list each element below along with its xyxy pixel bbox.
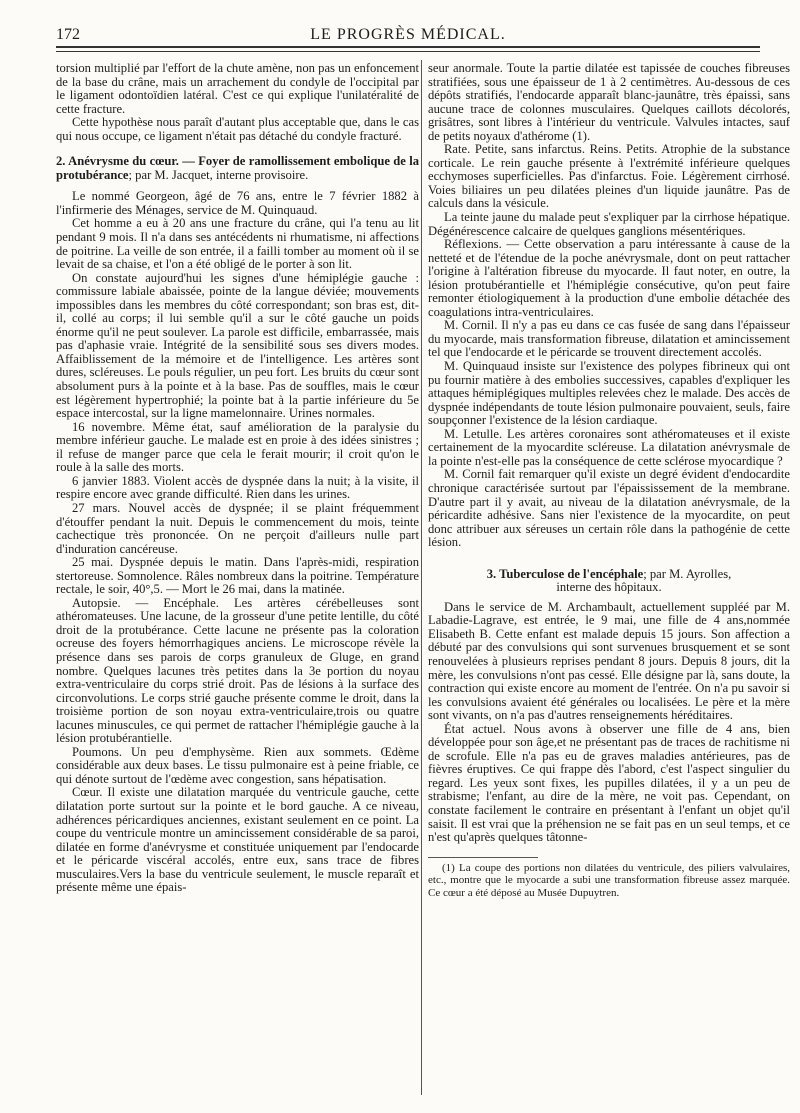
paragraph: M. Cornil. Il n'y a pas eu dans ce cas fusée de sang dans l'épaisseur du myocarde, mais transformation fibreuse, dilatation et amincissement tel que l'endocarde et le péricarde se trouvent directement accolés.	[428, 318, 790, 360]
section-byline-2: interne des hôpitaux.	[556, 580, 662, 595]
paragraph: Cœur. Il existe une dilatation marquée du ventricule gauche, cette dilatation porte surtout sur la pointe et le bord gauche. A ce niveau, adhérences péricardiques anciennes, existant seulement en ce point. La coupe du ventricule montre un amincissement considérable de sa paroi, dilatée en forme d'anévrysme et constituée uniquement par l'endocarde et le péricarde viscéral accolés, entre eux, sans trace de fibres musculaires.Vers la base du ventricule seulement, le muscle reparaît et présente même une épais-	[56, 785, 419, 895]
header-rule-thick	[56, 46, 760, 48]
paragraph: seur anormale. Toute la partie dilatée est tapissée de couches fibreuses stratifiées, sous une épaisseur de 1 à 2 centimètres. Au-dessous de ces dépôts stratifiés, l'endocarde apparaît blanc-jaunâtre, très épaissi, sans aucune trace de colonnes musculaires. Quelques caillots décolorés, grisâtres, sont libres à l'intérieur du ventricule. Valvules intactes, sauf de petits noyaux d'athérome (1).	[428, 61, 790, 143]
paragraph: La teinte jaune du malade peut s'expliquer par la cirrhose hépatique. Dégénérescence calcaire de quelques ganglions mésentériques.	[428, 210, 790, 238]
paragraph: M. Letulle. Les artères coronaires sont athéromateuses et il existe certainement de la myocardite scléreuse. La dilatation anévrysmale de la pointe n'est-elle pas la conséquence de cette sclérose myocardique ?	[428, 426, 790, 468]
paragraph: 25 mai. Dyspnée depuis le matin. Dans l'après-midi, respiration stertoreuse. Somnolence. Râles nombreux dans la poitrine. Température rectale, le soir, 40°,5. — Mort le 26 mai, dans la matinée.	[56, 555, 419, 597]
paragraph: On constate aujourd'hui les signes d'une hémiplégie gauche : commissure labiale abaissée, pointe de la langue déviée; mouvements impossibles dans les membres du côté correspondant; son bras est, dit-il, collé au corps; il lui semble qu'il a sur le côté gauche un poids énorme qu'il ne peut soulever. La parole est difficile, embarrassée, mais pas d'aphasie vraie. Intégrité de la sensibilité sous ses divers modes. Affaiblissement de la mémoire et de l'intelligence. Les artères sont dures, scléreuses. Le pouls régulier, un peu fort. Les bruits du cœur sont absolument purs à la pointe et à la base. Pas de souffles, mais le cœur est légèrement hypertrophié; la pointe bat à la partie inférieure du 5e espace intercostal, sur la ligne mamelonnaire. Urines normales.	[56, 270, 419, 421]
paragraph: Rate. Petite, sans infarctus. Reins. Petits. Atrophie de la substance corticale. Le rein gauche présente à l'extrémité inférieure quelques ecchymoses superficielles. Pas d'infarctus. Foie. Légèrement cirrhosé. Voies biliaires un peu dilatées pleines d'un liquide jaunâtre. Pas de calculs dans la vésicule.	[428, 142, 790, 211]
paragraph: 16 novembre. Même état, sauf amélioration de la paralysie du membre inférieur gauche. Le malade est en proie à des idées sinistres ; il refuse de manger parce que cela le ferait mourir; il croit qu'on le roule à la salle des morts.	[56, 419, 419, 475]
paragraph: Poumons. Un peu d'emphysème. Rien aux sommets. Œdème considérable aux deux bases. Le tissu pulmonaire est à peine friable, ce qui dénote surtout de l'œdème avec congestion, sans hépatisation.	[56, 744, 419, 786]
paragraph: Dans le service de M. Archambault, actuellement suppléé par M. Labadie-Lagrave, est entrée, le 9 mai, une fille de 4 ans,nommée Elisabeth B. Cette enfant est malade depuis 15 jours. Son affection a débuté par des convulsions qui sont survenues brusquement et se sont renouvelées à plusieurs reprises pendant 8 jours. Depuis 8 jours, dit la mère, les convulsions n'ont pas cessé. Elle désigne par là, sans doute, la contraction qui existe encore au moment de l'entrée. On n'a pu savoir si les convulsions avaient été générales ou localisées. Le père et la mère sont vivants, on n'a pas d'autres renseignements héréditaires.	[428, 599, 790, 723]
section-byline: ; par M. Ayrolles,	[643, 566, 732, 581]
paragraph: torsion multiplié par l'effort de la chute amène, non pas un enfoncement de la base du crâne, mais un arrachement du condyle de l'occipital par le ligament odontoïdien latéral. C'est ce qui explique l'unilatéralité de cette fracture.	[56, 61, 419, 116]
column-divider	[421, 60, 422, 1095]
paragraph: M. Quinquaud insiste sur l'existence des polypes fibrineux qui ont pu fournir matière à des embolies successives, capables d'expliquer les attaques hémiplégiques multiples relevées chez le malade. Des accès de dyspnée indépendants de toute lésion pulmonaire pouvaient, seuls, faire soupçonner l'existence de la lésion cardiaque.	[428, 359, 790, 428]
section-byline: ; par M. Jacquet, interne provisoire.	[128, 167, 309, 182]
paragraph: 27 mars. Nouvel accès de dyspnée; il se plaint fréquemment d'étouffer pendant la nuit. Depuis le commencement du mois, teinte cachectique très prononcée. On ne perçoit d'ailleurs nulle part d'induration cancéreuse.	[56, 500, 419, 556]
paragraph: Réflexions. — Cette observation a paru intéressante à cause de la netteté et de l'étendue de la poche anévrysmale, dont on peut rattacher l'origine à l'altération fibreuse du myocarde. Il faut noter, en outre, la lésion protubérantielle et l'hémiplégie consécutive, qu'on peut faire remonter étiologiquement à la production d'une embolie détachée des coagulations intra-ventriculaires.	[428, 237, 790, 319]
section-title: 3. Tuberculose de l'encéphale	[486, 566, 644, 581]
section-title: 2. Anévrysme du cœur. — Foyer de ramollissement embolique de la protubérance	[56, 154, 419, 182]
section-heading	[56, 155, 419, 182]
paragraph: M. Cornil fait remarquer qu'il existe un degré évident d'endocardite chronique caractérisée surtout par l'épaississement de la membrane. D'autre part il y avait, au niveau de la dilatation anévrysmale, de la péricardite adhésive. Sans nier l'existence de la myocardite, on peut donc attribuer aux séreuses un certain rôle dans la pathogénie de cette lésion.	[428, 467, 790, 550]
paragraph: Cette hypothèse nous paraît d'autant plus acceptable que, dans le cas qui nous occupe, ce ligament n'était pas détaché du condyle fracturé.	[56, 115, 419, 143]
journal-title: LE PROGRÈS MÉDICAL.	[310, 26, 506, 43]
right-column	[428, 62, 790, 899]
paragraph: Cet homme a eu à 20 ans une fracture du crâne, qui l'a tenu au lit pendant 9 mois. Il n'a dans ses antécédents ni rhumatisme, ni affections de poitrine. La veille de son entrée, il a failli tomber au moment où il se levait de sa chaise, et l'on a été obligé de le porter à son lit.	[56, 216, 419, 272]
page-number: 172	[56, 26, 80, 43]
paragraph: Le nommé Georgeon, âgé de 76 ans, entre le 7 février 1882 à l'infirmerie des Ménages, service de M. Quinquaud.	[56, 189, 419, 217]
page-header	[56, 22, 760, 46]
paragraph: 6 janvier 1883. Violent accès de dyspnée dans la nuit; à la visite, il respire encore avec grande difficulté. Rien dans les urines.	[56, 473, 419, 502]
footnote: (1) La coupe des portions non dilatées du ventricule, des piliers valvulaires, etc., montre que le myocarde a subi une transformation fibreuse assez marquée. Ce cœur a été déposé au Musée Dupuytren.	[428, 861, 790, 899]
left-column	[56, 62, 419, 895]
section-heading	[428, 568, 790, 595]
paragraph: État actuel. Nous avons à observer une fille de 4 ans, bien développée pour son âge,et ne présentant pas de traces de rachitisme ni de scrofule. Elle n'a pas eu de graves maladies antérieures, pas de fièvres éruptives. Ce qui frappe dès l'abord, c'est l'aspect singulier du regard. Les yeux sont fixes, les pupilles dilatées, il y a un peu de strabisme; l'enfant, au dire de la mère, ne voit pas. Cependant, on constate facilement le contraire en présentant à l'enfant un objet qu'il saisit. Il est vrai que la préhension ne se fait pas en un seul temps, et ce n'est qu'après quelques tâtonne-	[428, 721, 790, 845]
footnote-rule	[428, 857, 538, 858]
paragraph: Autopsie. — Encéphale. Les artères cérébelleuses sont athéromateuses. Une lacune, de la grosseur d'une petite lentille, du côté droit de la protubérance. Cette lacune ne présente pas la coloration ocreuse des foyers hémorrhagiques anciens. Le microscope révèle la présence dans ses parois de corps granuleux de Gluge, en grand nombre. Quelques lacunes très petites dans la 3e portion du noyau extra-ventriculaire du corps strié droit. Pas de lésions à la surface des circonvolutions. Le corps strié gauche présente comme le droit, dans la troisième portion de son noyau extra-ventriculaire,trois ou quatre lacunes minuscules, ce qui permet de rattacher l'hémiplégie gauche à la lésion protubérantielle.	[56, 595, 419, 746]
header-rule-thin	[56, 51, 760, 52]
